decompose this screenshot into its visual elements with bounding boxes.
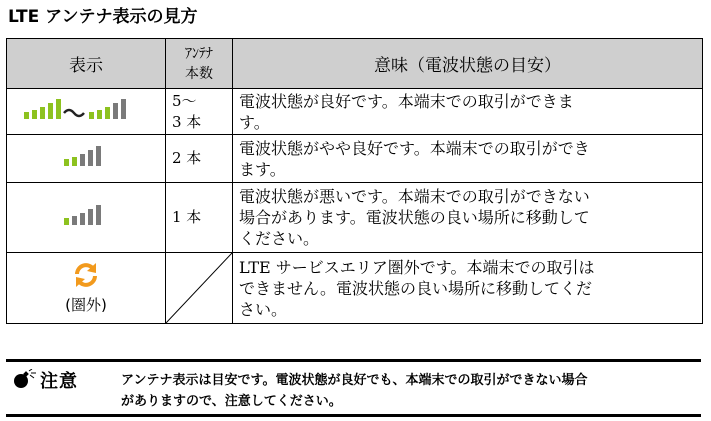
display-cell bbox=[7, 89, 166, 135]
header-meaning: 意味（電波状態の目安） bbox=[233, 39, 703, 89]
meaning-cell bbox=[233, 89, 703, 135]
meaning-line: す。 bbox=[239, 112, 270, 132]
meaning-cell bbox=[233, 253, 703, 324]
header-bars-line1: ｱﾝﾃﾅ bbox=[185, 45, 213, 62]
signal-bars-2-icon bbox=[56, 145, 116, 167]
caution-note bbox=[6, 359, 701, 417]
meaning-cell bbox=[233, 183, 703, 253]
meaning-line: ます。 bbox=[239, 159, 286, 179]
page-title: LTE アンテナ表示の見方 bbox=[8, 7, 198, 27]
table-row bbox=[7, 89, 703, 135]
bars-cell: 1 本 bbox=[166, 183, 233, 253]
caution-text bbox=[121, 370, 696, 412]
meaning-line: さい。 bbox=[239, 299, 288, 319]
meaning-line: できません。電波状態の良い場所に移動してくだ bbox=[239, 278, 592, 298]
header-bars-line2: 本数 bbox=[185, 65, 213, 82]
bars-cell bbox=[166, 89, 233, 135]
meaning-line: 場合があります。電波状態の良い場所に移動して bbox=[239, 208, 590, 227]
bars-cell-empty bbox=[166, 253, 233, 324]
header-display: 表示 bbox=[7, 39, 166, 89]
caution-text-line: アンテナ表示は目安です。電波状態が良好でも、本端末での取引ができない場合 bbox=[121, 373, 588, 388]
bomb-icon bbox=[12, 369, 38, 389]
out-of-service-refresh-icon bbox=[72, 261, 100, 289]
table-row bbox=[7, 183, 703, 253]
antenna-table bbox=[6, 38, 703, 324]
meaning-cell bbox=[233, 135, 703, 183]
meaning-line: 電波状態がやや良好です。本端末での取引ができ bbox=[239, 138, 590, 158]
meaning-line: LTE サービスエリア圏外です。本端末での取引は bbox=[239, 257, 595, 277]
meaning-line: 電波状態が良好です。本端末での取引ができま bbox=[239, 91, 574, 111]
diagonal-slash bbox=[166, 253, 232, 323]
header-bars bbox=[166, 39, 233, 89]
display-cell bbox=[7, 135, 166, 183]
caution-text-line: がありますので、注意してください。 bbox=[121, 394, 342, 409]
display-cell bbox=[7, 183, 166, 253]
table-row bbox=[7, 253, 703, 324]
table-row bbox=[7, 135, 703, 183]
display-cell bbox=[7, 253, 166, 324]
bars-value-2: 3 本 bbox=[172, 112, 202, 131]
meaning-line: 電波状態が悪いです。本端末での取引ができない bbox=[239, 187, 590, 206]
meaning-line: ください。 bbox=[239, 229, 320, 248]
bars-cell: 2 本 bbox=[166, 135, 233, 183]
table-header-row bbox=[7, 39, 703, 89]
caution-heading: 注意 bbox=[40, 371, 78, 392]
bars-value: 5〜 bbox=[172, 91, 197, 110]
signal-bars-5-to-3-icon bbox=[16, 98, 156, 120]
signal-bars-1-icon bbox=[56, 204, 116, 226]
out-of-service-label: (圏外) bbox=[65, 296, 107, 314]
